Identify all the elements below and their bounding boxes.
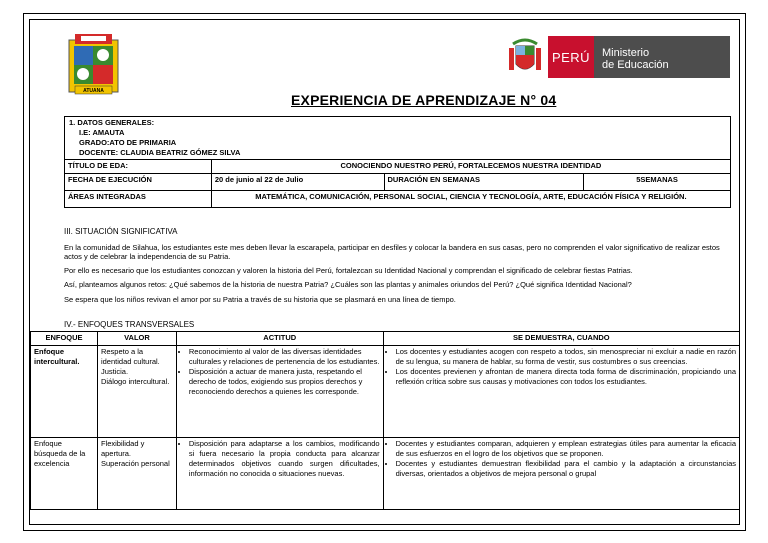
valor-item: Flexibilidad y apertura. bbox=[100, 439, 145, 458]
valor-item: Diálogo intercultural. bbox=[100, 377, 170, 386]
duracion-label: DURACIÓN EN SEMANAS bbox=[384, 174, 584, 191]
demuestra-item: • Los docentes previenen y afrontan de manera directa toda forma de discriminación, propiciando una reflexión crítica sobre sus causas y motivaciones con todos los estudiantes. bbox=[396, 367, 736, 387]
situacion-paragraph-1: En la comunidad de Silahua, los estudiantes este mes deben llevar la escarapela, participar en desfiles y colocar la bandera en sus casas, pero no comprenden el valor significativo de realizar estos actos y de celebrar la independencia de su Patria. bbox=[64, 243, 720, 261]
valor-item: Superación personal bbox=[100, 459, 170, 468]
demuestra-item: • Docentes y estudiantes comparan, adquieren y emplean estrategias útiles para aumentar la eficacia de sus esfuerzos en el logro de los objetivos que se proponen. bbox=[396, 439, 736, 459]
document-title: EXPERIENCIA DE APRENDIZAJE N° 04 bbox=[291, 92, 557, 108]
areas-label: ÁREAS INTEGRADAS bbox=[65, 191, 212, 208]
municipal-crest-logo bbox=[67, 34, 120, 99]
actitud-item: • Disposición a actuar de manera justa, respetando el derecho de todos, exigiendo sus propios derechos y reconociendo derechos a quienes les corresponde. bbox=[189, 367, 380, 397]
demuestra-item: • Los docentes y estudiantes acogen con respeto a todos, sin menospreciar ni excluir a nadie en razón de su lengua, su manera de hablar, su forma de vestir, sus costumbres o sus creencias. bbox=[396, 347, 736, 367]
general-docente: DOCENTE: CLAUDIA BEATRIZ GÓMEZ SILVA bbox=[79, 148, 241, 157]
svg-text:ATUANA: ATUANA bbox=[83, 88, 104, 94]
enfoques-header-row bbox=[31, 332, 740, 346]
valor-cell bbox=[97, 346, 176, 438]
table-row bbox=[31, 346, 740, 438]
table-row bbox=[31, 438, 740, 510]
actitud-item: • Disposición para adaptarse a los cambios, modificando si fuera necesario la propia conducta para alcanzar determinados objetivos cuando surgen dificultades, información no conocida o situaciones nuevas. bbox=[189, 439, 380, 479]
column-header: SE DEMUESTRA, CUANDO bbox=[383, 332, 739, 346]
actitud-item: • Reconocimiento al valor de las diversas identidades culturales y relaciones de pertenencia de los estudiantes. bbox=[189, 347, 380, 367]
column-header: VALOR bbox=[97, 332, 176, 346]
enfoque-cell: Enfoque búsqueda de la excelencia bbox=[31, 438, 98, 510]
enfoques-heading: IV.- ENFOQUES TRANSVERSALES bbox=[64, 320, 195, 329]
column-header: ACTITUD bbox=[176, 332, 383, 346]
actitud-cell bbox=[176, 438, 383, 510]
general-data-table bbox=[64, 116, 731, 208]
valor-item: Justicia. bbox=[100, 367, 129, 376]
situacion-paragraph-4: Se espera que los niños revivan el amor por su Patria a través de su historia que se plasmará en una línea de tiempo. bbox=[64, 295, 456, 304]
valor-item: Respeto a la identidad cultural. bbox=[100, 347, 160, 366]
ministry-line-1: Ministerio bbox=[602, 47, 650, 59]
peru-brand-label: PERÚ bbox=[548, 36, 594, 78]
fecha-value: 20 de junio al 22 de Julio bbox=[211, 174, 384, 191]
situacion-paragraph-2: Por ello es necesario que los estudiantes conozcan y valoren la historia del Perú, fortalezcan su Identidad Nacional y comprendan el significado de celebrar fiestas Patrias. bbox=[64, 266, 633, 275]
demuestra-cell bbox=[383, 438, 739, 510]
general-data-block bbox=[65, 117, 731, 160]
actitud-cell bbox=[176, 346, 383, 438]
peru-coat-of-arms-icon bbox=[507, 36, 543, 78]
demuestra-cell bbox=[383, 346, 739, 438]
situacion-paragraph-3: Así, planteamos algunos retos: ¿Qué sabemos de la historia de nuestra Patria? ¿Cuáles son las plantas y animales oriundos del Perú? ¿Qué significa Identidad Nacional? bbox=[64, 280, 632, 289]
general-grado: GRADO:ATO DE PRIMARIA bbox=[79, 138, 177, 147]
demuestra-item: • Docentes y estudiantes demuestran flexibilidad para el cambio y la adaptación a circunstancias diversas, orientados a objetivos de mejora personal o grupal bbox=[396, 459, 736, 479]
areas-value: MATEMÁTICA, COMUNICACIÓN, PERSONAL SOCIAL, CIENCIA Y TECNOLOGÍA, ARTE, EDUCACIÓN FÍSICA Y RELIGIÓN. bbox=[211, 191, 730, 208]
titulo-value: CONOCIENDO NUESTRO PERÚ, FORTALECEMOS NUESTRA IDENTIDAD bbox=[211, 160, 730, 174]
valor-cell bbox=[97, 438, 176, 510]
situacion-heading: III. SITUACIÓN SIGNIFICATIVA bbox=[64, 227, 178, 236]
general-heading: 1. DATOS GENERALES: bbox=[69, 118, 155, 127]
enfoques-table bbox=[30, 331, 740, 510]
ministry-brand-label bbox=[594, 36, 730, 78]
ministry-line-2: de Educación bbox=[602, 59, 669, 71]
general-ie: I.E: AMAUTA bbox=[79, 128, 125, 137]
titulo-label: TÍTULO DE EDA: bbox=[65, 160, 212, 174]
column-header: ENFOQUE bbox=[31, 332, 98, 346]
duracion-value: 5SEMANAS bbox=[584, 174, 731, 191]
enfoque-cell: Enfoque intercultural. bbox=[31, 346, 98, 438]
fecha-label: FECHA DE EJECUCIÓN bbox=[65, 174, 212, 191]
